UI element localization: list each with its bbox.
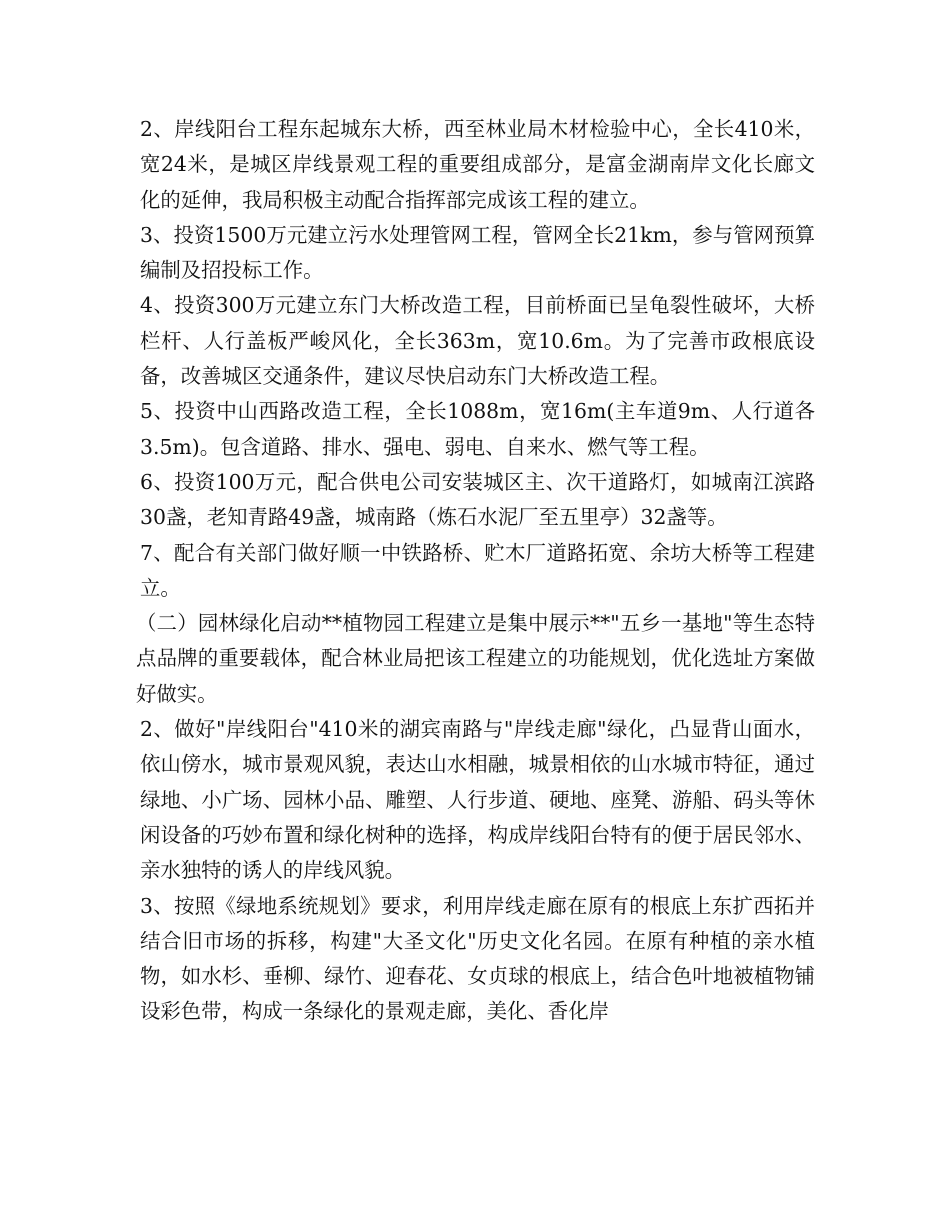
paragraph-item-4-east-gate-bridge: 4、投资300万元建立东门大桥改造工程，目前桥面已呈龟裂性破坏，大桥栏杆、人行盖板严峻风化，全长363m，宽10.6m。为了完善市政根底设备，改善城区交通条件，建议尽快启动东门大桥改造工程。 xyxy=(140,293,815,389)
paragraph-item-6-street-lights: 6、投资100万元，配合供电公司安装城区主、次干道路灯，如城南江滨路30盏，老知青路49盏，城南路（炼石水泥厂至五里亭）32盏等。 xyxy=(140,469,815,530)
paragraph-item-3-sewage-network: 3、投资1500万元建立污水处理管网工程，管网全长21km，参与管网预算编制及招投标工作。 xyxy=(140,222,815,283)
paragraph-item-5-zhongshan-west-road: 5、投资中山西路改造工程，全长1088m，宽16m(主车道9m、人行道各3.5m)。包含道路、排水、强电、弱电、自来水、燃气等工程。 xyxy=(140,399,815,459)
document-body xyxy=(136,112,815,1030)
paragraph-item-7-coordination: 7、配合有关部门做好顺一中铁路桥、贮木厂道路拓宽、余坊大桥等工程建立。 xyxy=(140,540,815,600)
paragraph-item-3-green-system-plan: 3、按照《绿地系统规划》要求，利用岸线走廊在原有的根底上东扩西拓并结合旧市场的拆移，构建"大圣文化"历史文化名园。在原有种植的亲水植物，如水杉、垂柳、绿竹、迎春花、女贞球的根底上，结合色叶地被植物铺设彩色带，构成一条绿化的景观走廊，美化、香化岸 xyxy=(140,893,815,1024)
paragraph-section-2-landscaping: （二）园林绿化启动**植物园工程建立是集中展示**"五乡一基地"等生态特点品牌的重要载体，配合林业局把该工程建立的功能规划，优化选址方案做好做实。 xyxy=(136,611,815,706)
paragraph-item-2-shoreline-balcony: 2、岸线阳台工程东起城东大桥，西至林业局木材检验中心，全长410米，宽24米，是城区岸线景观工程的重要组成部分，是富金湖南岸文化长廊文化的延伸，我局积极主动配合指挥部完成该工程的建立。 xyxy=(140,117,815,212)
paragraph-item-2-greening: 2、做好"岸线阳台"410米的湖宾南路与"岸线走廊"绿化，凸显背山面水，依山傍水，城市景观风貌，表达山水相融，城景相依的山水城市特征，通过绿地、小广场、园林小品、雕塑、人行步道、硬地、座凳、游船、码头等休闲设备的巧妙布置和绿化树种的选择，构成岸线阳台特有的便于居民邻水、亲水独特的诱人的岸线风貌。 xyxy=(140,717,815,883)
